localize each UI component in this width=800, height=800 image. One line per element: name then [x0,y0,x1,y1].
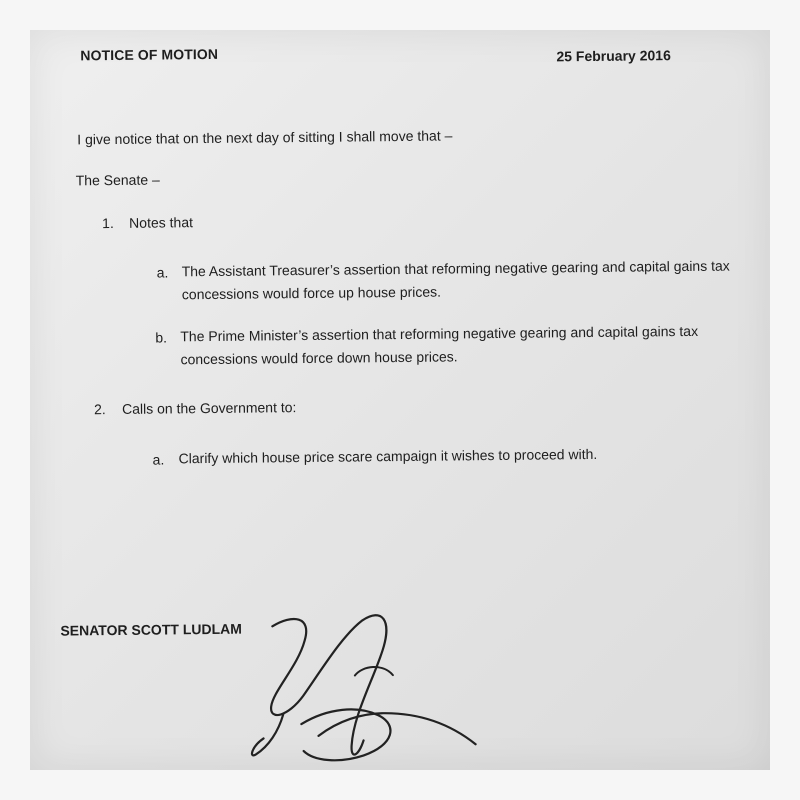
item-number: 2. [93,401,106,418]
document-date: 25 February 2016 [556,47,671,65]
subitem-text: The Assistant Treasurer’s assertion that reforming negative gearing and capital gains tax concessions would force up house prices. [181,257,730,303]
subitem-letter: b. [155,329,168,346]
item-number: 1. [102,214,114,232]
document-body [30,30,770,770]
item-text: Notes that [129,214,194,231]
subitem-letter: a. [156,264,169,281]
senator-name: SENATOR SCOTT LUDLAM [60,620,242,639]
subitem-text: Clarify which house price scare campaign it wishes to proceed with. [178,445,598,467]
intro-paragraph: I give notice that on the next day of sitting I shall move that – [77,127,453,148]
senate-line: The Senate – [75,171,160,189]
document-heading: NOTICE OF MOTION [80,45,219,64]
item-text: Calls on the Government to: [121,399,297,417]
subitem-text: The Prime Minister’s assertion that reforming negative gearing and capital gains tax concessions would force down house prices. [180,322,699,368]
subitem-letter: a. [152,451,165,468]
paper-sheet [30,30,770,770]
handwritten-signature [242,594,484,770]
